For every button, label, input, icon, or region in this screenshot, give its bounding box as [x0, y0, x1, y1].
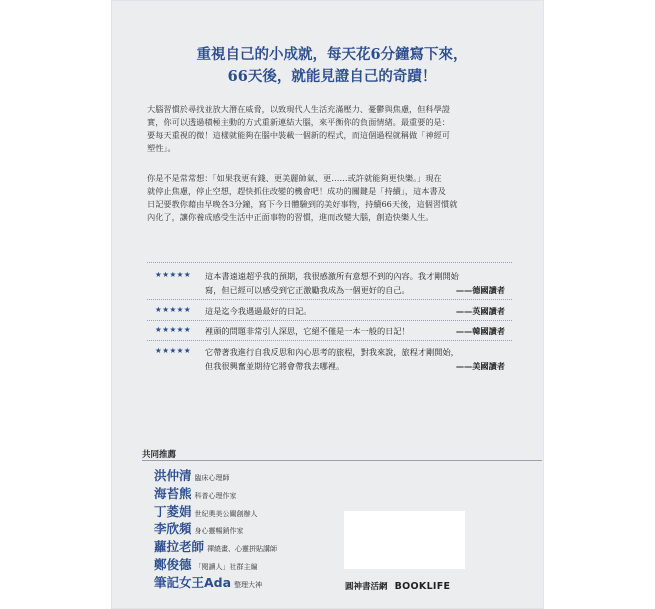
recommender: [154, 536, 277, 554]
review-divider: [147, 262, 512, 263]
paragraph-line: 塑性」。: [147, 143, 176, 153]
recommender-name: 丁菱娟: [154, 503, 192, 519]
review-line: [205, 305, 505, 319]
paragraph-line: 實，你可以透過積極主動的方式重新連結大腦，來平衡你的負面情緒。最重要的是：: [147, 117, 450, 127]
recommender-name: 李欣頻: [154, 521, 192, 537]
recommender-role: 世紀奧美公關創辦人: [194, 509, 258, 518]
paragraph-line: 日記要教你藉由早晚各3分鐘，寫下今日體驗到的美好事物，持續66天後，這個習慣就: [147, 199, 458, 209]
recommender-role: 整理大神: [234, 580, 263, 589]
recommender: [154, 483, 277, 501]
paragraph-line: 要每天重視的微！這樣就能夠在腦中裝載一個新的程式，而這個過程就稱做「神經可: [147, 130, 450, 140]
recommender-role: 身心靈暢銷作家: [194, 527, 244, 536]
reviewer-label: ——德國讀者: [455, 284, 505, 295]
headline-line-1: 重視自己的小成就，每天花6分鐘寫下來，: [196, 46, 468, 63]
intro-paragraph-2: [147, 172, 517, 224]
review-line: [205, 360, 505, 374]
publisher-name-en: BOOKLIFE: [394, 581, 451, 592]
review-divider: [147, 299, 512, 300]
intro-paragraph-1: [147, 103, 517, 155]
star-rating-icon: ★★★★★: [155, 305, 192, 314]
recommender-role: 科普心理作家: [194, 491, 237, 500]
recommender-name: 鄭俊德: [154, 556, 192, 572]
paragraph-line: 就停止焦慮，停止空想，趕快抓住改變的機會吧！成功的關鍵是「持續」，這本書及: [147, 186, 446, 196]
recommender-name: 筆記女王Ada: [154, 574, 232, 590]
paragraph-line: 你是不是常常想：「如果我更有錢、更美麗帥氣、更……或許就能夠更快樂。」現在: [147, 173, 442, 183]
review-line-text: 這是迄今我遇過最好的日記。: [205, 306, 312, 316]
review-divider: [147, 320, 512, 321]
recommender-role: 臨床心理師: [194, 474, 230, 482]
paragraph-line: 大腦習慣於尋找並放大潛在威脅，以致現代人生活充滿壓力、憂鬱與焦慮，但科學證: [147, 104, 450, 114]
barcode-placeholder: [344, 511, 465, 569]
publisher-name-cn: 圓神書活網: [345, 582, 388, 592]
recommender: [154, 465, 277, 483]
recommender-name: 洪仲清: [154, 468, 192, 483]
recommender: [154, 501, 277, 519]
review-divider: [147, 340, 512, 341]
recommendations-rule: [142, 460, 542, 461]
reviewer-label: ——英國讀者: [455, 306, 505, 316]
star-rating-icon: ★★★★★: [155, 270, 192, 279]
recommender: [154, 554, 277, 572]
review-line-text: 但我很興奮並期待它將會帶我去哪裡。: [205, 360, 345, 371]
headline-line-2: 66天後，就能見證自己的奇蹟！: [227, 68, 437, 85]
review-line: 它帶著我進行自我反思和內心思考的旅程，對我來說，旅程才剛開始，: [205, 347, 459, 357]
recommendations-list: [154, 465, 277, 590]
paragraph-line: 內化了，讓你養成感受生活中正面事物的習慣，進而改變大腦，創造快樂人生。: [147, 212, 434, 222]
recommender: [154, 518, 277, 536]
review-text: [205, 270, 505, 297]
review-line: 這本書遠遠超乎我的預期，我很感激所有意想不到的內容。我才剛開始: [205, 271, 459, 281]
review-line-text: 寫，但已經可以感受到它正激勵我成為一個更好的自己。: [205, 284, 410, 295]
recommender-role: 「閱讀人」社群主編: [194, 562, 258, 571]
star-rating-icon: ★★★★★: [155, 325, 192, 334]
recommender-name: 蘿拉老師: [154, 539, 205, 555]
review-line: [205, 284, 505, 298]
review-line-text: 裡頭的問題非常引人深思，它絕不僅是一本一般的日記！: [205, 326, 410, 336]
reviewer-label: ——美國讀者: [455, 360, 505, 371]
star-rating-icon: ★★★★★: [155, 346, 192, 355]
publisher-logo: [345, 574, 450, 593]
recommendations-title: 共同推薦: [142, 450, 177, 460]
recommender: [154, 572, 277, 590]
headline: [147, 44, 517, 88]
review-text: [205, 325, 505, 339]
recommender-role: 禪繞畫、心靈拼貼講師: [207, 545, 278, 554]
review-text: [205, 305, 505, 319]
reviewer-label: ——韓國讀者: [455, 326, 505, 336]
recommender-name: 海苔熊: [154, 485, 192, 501]
review-text: [205, 346, 505, 373]
review-line: [205, 325, 505, 339]
